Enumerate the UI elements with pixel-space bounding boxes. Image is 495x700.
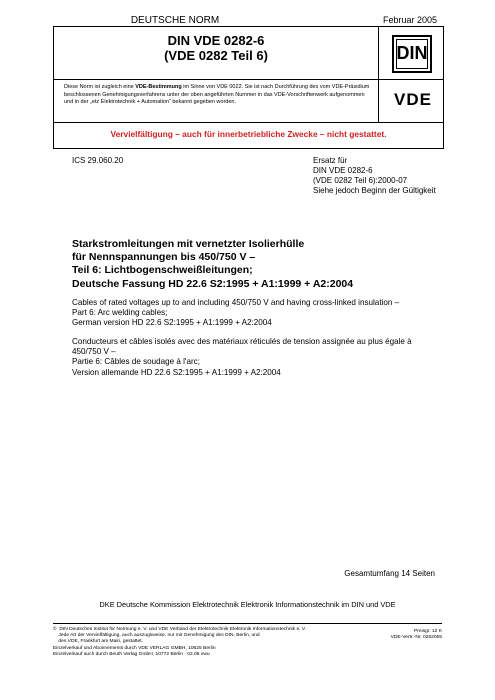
copyright-line: © DIN Deutsches Institut für Normung e. V. und VDE Verband der Elektrotechnik Elektronik Informationstechnik e. V. <box>53 627 307 632</box>
reproduction-box <box>53 122 444 149</box>
vde-notice-text: Diese Norm ist zugleich eine VDE-Bestimmung im Sinne von VDE 0022. Sie ist nach Durchführung des vom VDE-Präsidium beschlossenen Genehmigungsverfahrens unter der oben angeführten Nummer in das VDE-Vorschriftenwerk aufgenommen und in der „etz Elektrotechnik + Automation“ bekannt gegeben worden. <box>64 84 370 105</box>
copyright-line: Jede Art der Vervielfältigung, auch auszugsweise, nur mit Genehmigung des DIN, Berlin, und <box>53 633 260 639</box>
din-logo-text: DIN <box>396 43 428 63</box>
ics-code: ICS 29.060.20 <box>72 156 124 165</box>
vde-logo-icon: VDE <box>394 90 432 109</box>
replacement-info <box>313 156 436 196</box>
standard-number-din: DIN VDE 0282-6 <box>167 33 265 48</box>
sales-line: Einzelverkauf auch durch Beuth Verlag GmbH, 10772 Berlin · 02.05 vwu <box>53 652 210 658</box>
title-line: Conducteurs et câbles isolés avec des matériaux réticulés de tension assignée au plus égale à <box>72 337 412 346</box>
vde-notice-box <box>53 78 444 123</box>
box-divider <box>378 27 379 79</box>
french-title <box>72 337 437 378</box>
footer-divider <box>53 623 442 624</box>
title-line: Deutsche Fassung HD 22.6 S2:1995 + A1:1999 + A2:2004 <box>72 277 354 290</box>
sales-info <box>53 646 216 658</box>
standard-number-vde: (VDE 0282 Teil 6) <box>164 48 268 63</box>
replacement-line: Siehe jedoch Beginn der Gültigkeit <box>313 186 436 195</box>
title-line: Partie 6: Câbles de soudage à l'arc; <box>72 357 200 367</box>
german-title <box>72 238 432 291</box>
box-divider <box>378 78 379 122</box>
title-line: 450/750 V – <box>72 347 116 357</box>
sales-line: Einzelverkauf und Abonnements durch VDE VERLAG GMBH, 10625 Berlin <box>53 646 216 651</box>
standard-number-box <box>53 26 444 80</box>
price-group: Preisgr. 12 K <box>414 629 442 634</box>
english-title <box>72 298 437 329</box>
title-line: Part 6: Arc welding cables; <box>72 308 168 318</box>
copyright-line: des VDE, Frankfurt am Main, gestattet. <box>53 639 143 645</box>
replacement-line: DIN VDE 0282-6 <box>313 166 373 175</box>
committee-line: DKE Deutsche Kommission Elektrotechnik Elektronik Informationstechnik im DIN und VDE <box>99 600 396 609</box>
din-logo-icon <box>392 35 432 73</box>
title-line: Starkstromleitungen mit vernetzter Isolierhülle <box>72 238 305 250</box>
title-line: Teil 6: Lichtbogenschweißleitungen; <box>72 264 253 277</box>
publication-date: Februar 2005 <box>382 15 437 25</box>
title-line: Version allemande HD 22.6 S2:1995 + A1:1999 + A2:2004 <box>72 367 281 377</box>
standard-number <box>54 33 378 63</box>
replacement-line: (VDE 0282 Teil 6):2000-07 <box>313 176 408 185</box>
replacement-line: Ersatz für <box>313 156 348 165</box>
copyright-notice <box>53 627 383 646</box>
price-info <box>391 629 442 641</box>
title-line: Cables of rated voltages up to and including 450/750 V and having cross-linked insulation – <box>72 298 400 307</box>
title-line: für Nennspannungen bis 450/750 V – <box>72 251 256 264</box>
total-pages: Gesamtumfang 14 Seiten <box>344 569 435 578</box>
title-line: German version HD 22.6 S2:1995 + A1:1999 + A2:2004 <box>72 318 272 328</box>
order-number: VDE-Vertr.-Nr. 0282055 <box>390 635 442 641</box>
document-type: DEUTSCHE NORM <box>130 15 220 26</box>
reproduction-notice: Vervielfältigung – auch für innerbetriebliche Zwecke – nicht gestattet. <box>110 129 387 139</box>
